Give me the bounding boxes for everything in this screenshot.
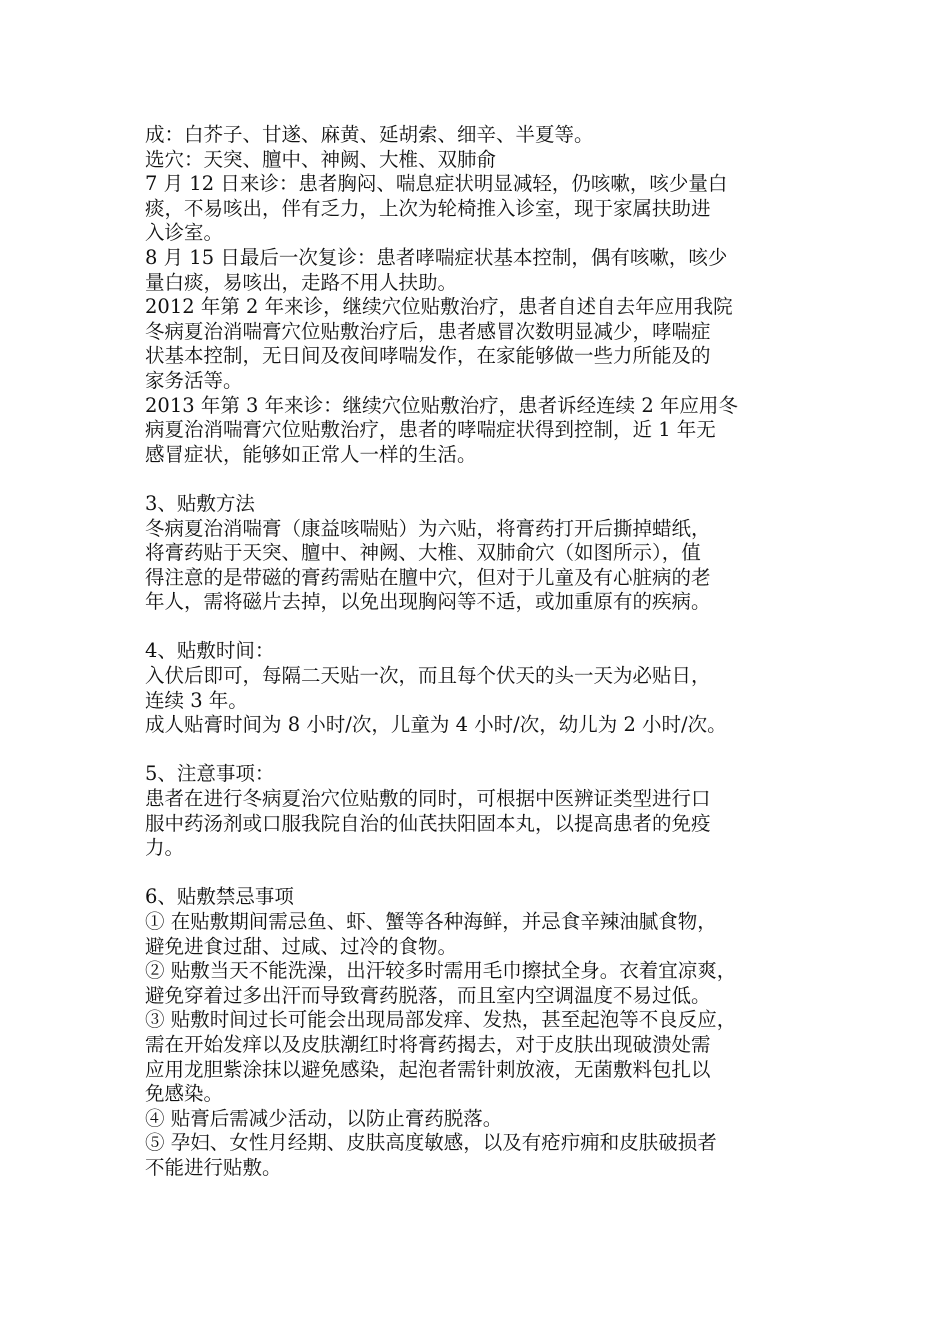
text-line: 病夏治消喘膏穴位贴敷治疗，患者的哮喘症状得到控制，近 1 年无 xyxy=(145,418,716,442)
text-line: ⑤ 孕妇、女性月经期、皮肤高度敏感，以及有疮疖痈和皮肤破损者 xyxy=(145,1131,717,1155)
section-heading: 6、贴敷禁忌事项 xyxy=(145,885,294,909)
text-line: ② 贴敷当天不能洗澡，出汗较多时需用毛巾擦拭全身。衣着宜凉爽， xyxy=(145,959,737,983)
text-line: 不能进行贴敷。 xyxy=(145,1155,282,1179)
text-line: 免感染。 xyxy=(145,1082,224,1106)
text-line: 患者在进行冬病夏治穴位贴敷的同时，可根据中医辨证类型进行口 xyxy=(145,787,711,811)
text-line: 选穴：天突、膻中、神阙、大椎、双肺俞 xyxy=(145,147,497,171)
section-heading: 3、贴敷方法 xyxy=(145,491,255,515)
text-line: ④ 贴膏后需减少活动，以防止膏药脱落。 xyxy=(145,1106,503,1130)
section-notes xyxy=(145,762,825,860)
text-line: 量白痰，易咳出，走路不用人扶助。 xyxy=(145,270,458,294)
section-heading: 5、注意事项： xyxy=(145,762,275,786)
text-line: ① 在贴敷期间需忌鱼、虾、蟹等各种海鲜，并忌食辛辣油腻食物， xyxy=(145,910,717,933)
blank-line xyxy=(145,738,825,763)
text-line: 2012 年第 2 年来诊，继续穴位贴敷治疗，患者自述自去年应用我院 xyxy=(145,295,733,319)
blank-line xyxy=(145,615,825,640)
text-line: 避免进食过甜、过咸、过冷的食物。 xyxy=(145,934,458,958)
text-line: 力。 xyxy=(145,836,185,860)
section-application-method xyxy=(145,492,825,615)
intro-block xyxy=(145,123,825,467)
text-line: ③ 贴敷时间过长可能会出现局部发痒、发热，甚至起泡等不良反应， xyxy=(145,1008,737,1032)
text-line: 年人，需将磁片去掉，以免出现胸闷等不适，或加重原有的疾病。 xyxy=(145,590,711,614)
text-line: 成人贴膏时间为 8 小时/次，儿童为 4 小时/次，幼儿为 2 小时/次。 xyxy=(145,713,727,737)
blank-line xyxy=(145,861,825,886)
text-line: 应用龙胆紫涂抹以避免感染，起泡者需针刺放液，无菌敷料包扎以 xyxy=(145,1057,711,1081)
text-line: 需在开始发痒以及皮肤潮红时将膏药揭去，对于皮肤出现破溃处需 xyxy=(145,1032,711,1056)
text-line: 将膏药贴于天突、膻中、神阙、大椎、双肺俞穴（如图所示），值 xyxy=(145,541,701,565)
text-line: 状基本控制，无日间及夜间哮喘发作，在家能够做一些力所能及的 xyxy=(145,344,711,368)
section-application-time xyxy=(145,639,825,737)
text-line: 痰，不易咳出，伴有乏力，上次为轮椅推入诊室，现于家属扶助进 xyxy=(145,196,711,220)
blank-line xyxy=(145,467,825,492)
text-line: 8 月 15 日最后一次复诊：患者哮喘症状基本控制，偶有咳嗽，咳少 xyxy=(145,245,728,269)
text-line: 得注意的是带磁的膏药需贴在膻中穴，但对于儿童及有心脏病的老 xyxy=(145,565,711,589)
section-heading: 4、贴敷时间： xyxy=(145,639,275,663)
text-line: 冬病夏治消喘膏（康益咳喘贴）为六贴，将膏药打开后撕掉蜡纸， xyxy=(145,516,711,540)
text-line: 成：白芥子、甘遂、麻黄、延胡索、细辛、半夏等。 xyxy=(145,123,594,146)
text-line: 服中药汤剂或口服我院自治的仙芪扶阳固本丸，以提高患者的免疫 xyxy=(145,811,711,835)
text-line: 冬病夏治消喘膏穴位贴敷治疗后，患者感冒次数明显减少，哮喘症 xyxy=(145,319,711,343)
text-line: 感冒症状，能够如正常人一样的生活。 xyxy=(145,442,477,466)
section-contraindications xyxy=(145,885,825,1180)
text-line: 入诊室。 xyxy=(145,221,224,245)
document-page xyxy=(145,123,825,1181)
text-line: 7 月 12 日来诊：患者胸闷、喘息症状明显减轻，仍咳嗽，咳少量白 xyxy=(145,172,728,196)
text-line: 连续 3 年。 xyxy=(145,688,248,712)
text-line: 避免穿着过多出汗而导致膏药脱落，而且室内空调温度不易过低。 xyxy=(145,983,711,1007)
text-line: 家务活等。 xyxy=(145,368,243,392)
text-line: 2013 年第 3 年来诊：继续穴位贴敷治疗，患者诉经连续 2 年应用冬 xyxy=(145,393,738,417)
text-line: 入伏后即可，每隔二天贴一次，而且每个伏天的头一天为必贴日， xyxy=(145,664,711,688)
